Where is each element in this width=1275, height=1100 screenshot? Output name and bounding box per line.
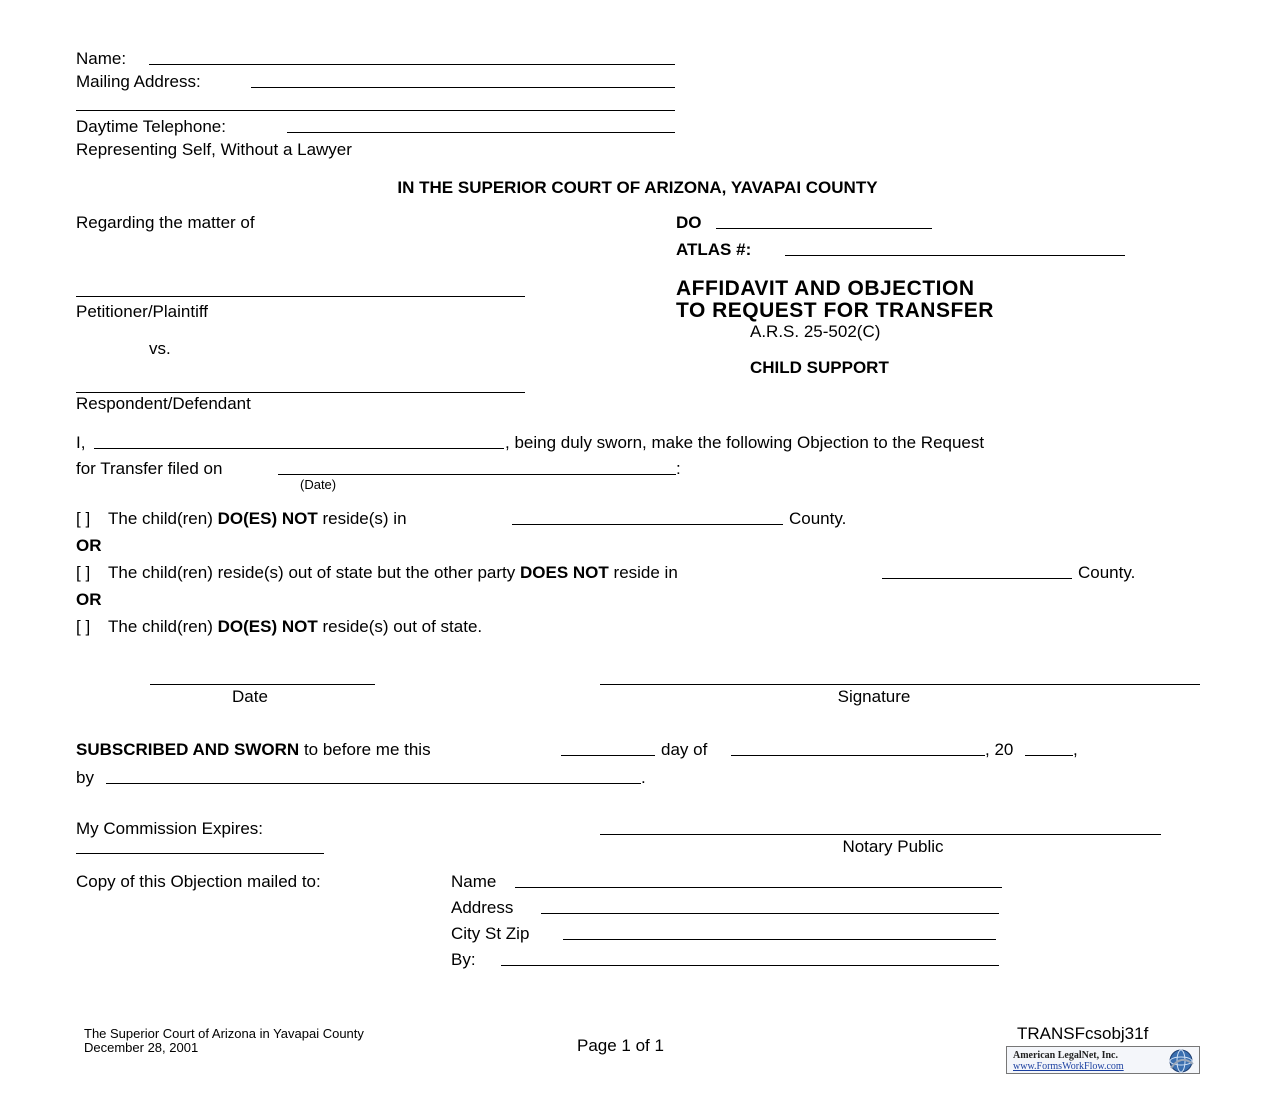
- copy-city-field[interactable]: [563, 939, 996, 940]
- signature-label: Signature: [837, 687, 911, 706]
- option-1-checkbox[interactable]: [ ]: [76, 509, 91, 528]
- name-label: Name:: [76, 49, 127, 68]
- page-number: Page 1 of 1: [577, 1036, 664, 1055]
- copy-city-label: City St Zip: [451, 924, 530, 943]
- logo-url[interactable]: www.FormsWorkFlow.com: [1013, 1061, 1124, 1072]
- footer-revision-date: December 28, 2001: [84, 1040, 199, 1055]
- sworn-by-field[interactable]: [106, 783, 641, 784]
- or-separator-2: OR: [76, 590, 102, 609]
- child-support-subtitle: CHILD SUPPORT: [750, 358, 889, 377]
- signature-date-label: Date: [232, 687, 268, 706]
- commission-expires-field[interactable]: [76, 853, 324, 854]
- signature-date-field[interactable]: [150, 684, 375, 685]
- copy-by-field[interactable]: [501, 965, 999, 966]
- petitioner-label: Petitioner/Plaintiff: [76, 302, 208, 321]
- footer-court-name: The Superior Court of Arizona in Yavapai County: [84, 1026, 364, 1041]
- option-1-text: The child(ren) DO(ES) NOT reside(s) in: [108, 509, 407, 528]
- sworn-month-field[interactable]: [731, 755, 985, 756]
- filed-date-field[interactable]: [278, 474, 676, 475]
- filed-on-suffix: :: [676, 459, 681, 478]
- option-2-county-field[interactable]: [882, 578, 1072, 579]
- regarding-matter-text: Regarding the matter of: [76, 213, 255, 232]
- filed-on-prefix: for Transfer filed on: [76, 459, 223, 478]
- commission-expires-label: My Commission Expires:: [76, 819, 264, 838]
- atlas-number-field[interactable]: [785, 255, 1125, 256]
- or-separator-1: OR: [76, 536, 102, 555]
- copy-name-field[interactable]: [515, 887, 1002, 888]
- logo-company-name: American LegalNet, Inc.: [1013, 1050, 1118, 1061]
- name-field[interactable]: [149, 64, 675, 65]
- globe-icon: [1167, 1048, 1195, 1074]
- representing-self-text: Representing Self, Without a Lawyer: [76, 140, 352, 159]
- form-title-line-2: TO REQUEST FOR TRANSFER: [676, 299, 994, 322]
- copy-by-label: By:: [451, 950, 476, 969]
- date-caption: (Date): [300, 477, 337, 492]
- option-3-text: The child(ren) DO(ES) NOT reside(s) out of state.: [108, 617, 483, 636]
- by-label: by: [76, 768, 94, 787]
- do-label: DO: [676, 213, 702, 232]
- mailing-address-field-2[interactable]: [76, 110, 675, 111]
- copy-address-label: Address: [451, 898, 514, 917]
- do-number-field[interactable]: [716, 228, 932, 229]
- telephone-label: Daytime Telephone:: [76, 117, 226, 136]
- year-suffix-text: ,: [1073, 740, 1078, 759]
- atlas-label: ATLAS #:: [676, 240, 752, 259]
- by-end-text: .: [641, 768, 646, 787]
- subscribed-sworn-text: SUBSCRIBED AND SWORN to before me this: [76, 740, 431, 759]
- court-title: IN THE SUPERIOR COURT OF ARIZONA, YAVAPAI COUNTY: [397, 178, 878, 197]
- copy-address-field[interactable]: [541, 913, 999, 914]
- form-id: TRANSFcsobj31f: [1017, 1024, 1149, 1043]
- intro-prefix: I,: [76, 433, 86, 452]
- sworn-year-field[interactable]: [1025, 755, 1073, 756]
- option-1-county-label: County.: [789, 509, 847, 528]
- option-1-county-field[interactable]: [512, 524, 783, 525]
- american-legalnet-logo[interactable]: [1006, 1046, 1200, 1074]
- respondent-name-field[interactable]: [76, 392, 525, 393]
- option-2-county-label: County.: [1078, 563, 1136, 582]
- telephone-field[interactable]: [287, 132, 675, 133]
- signature-field[interactable]: [600, 684, 1200, 685]
- statute-reference: A.R.S. 25-502(C): [750, 322, 881, 341]
- copy-name-label: Name: [451, 872, 497, 891]
- sworn-day-field[interactable]: [561, 755, 655, 756]
- intro-suffix: , being duly sworn, make the following Objection to the Request: [505, 433, 985, 452]
- year-prefix-text: , 20: [985, 740, 1014, 759]
- notary-signature-field[interactable]: [600, 834, 1161, 835]
- mailing-address-label: Mailing Address:: [76, 72, 201, 91]
- option-3-checkbox[interactable]: [ ]: [76, 617, 91, 636]
- versus-text: vs.: [149, 339, 171, 358]
- option-2-checkbox[interactable]: [ ]: [76, 563, 91, 582]
- notary-public-label: Notary Public: [842, 837, 944, 856]
- respondent-label: Respondent/Defendant: [76, 394, 251, 413]
- day-of-text: day of: [661, 740, 708, 759]
- option-2-text: The child(ren) reside(s) out of state but the other party DOES NOT reside in: [108, 563, 678, 582]
- affiant-name-field[interactable]: [94, 448, 504, 449]
- form-title-line-1: AFFIDAVIT AND OBJECTION: [676, 277, 975, 300]
- mailing-address-field[interactable]: [251, 87, 675, 88]
- copy-mailed-to-label: Copy of this Objection mailed to:: [76, 872, 321, 891]
- petitioner-name-field[interactable]: [76, 296, 525, 297]
